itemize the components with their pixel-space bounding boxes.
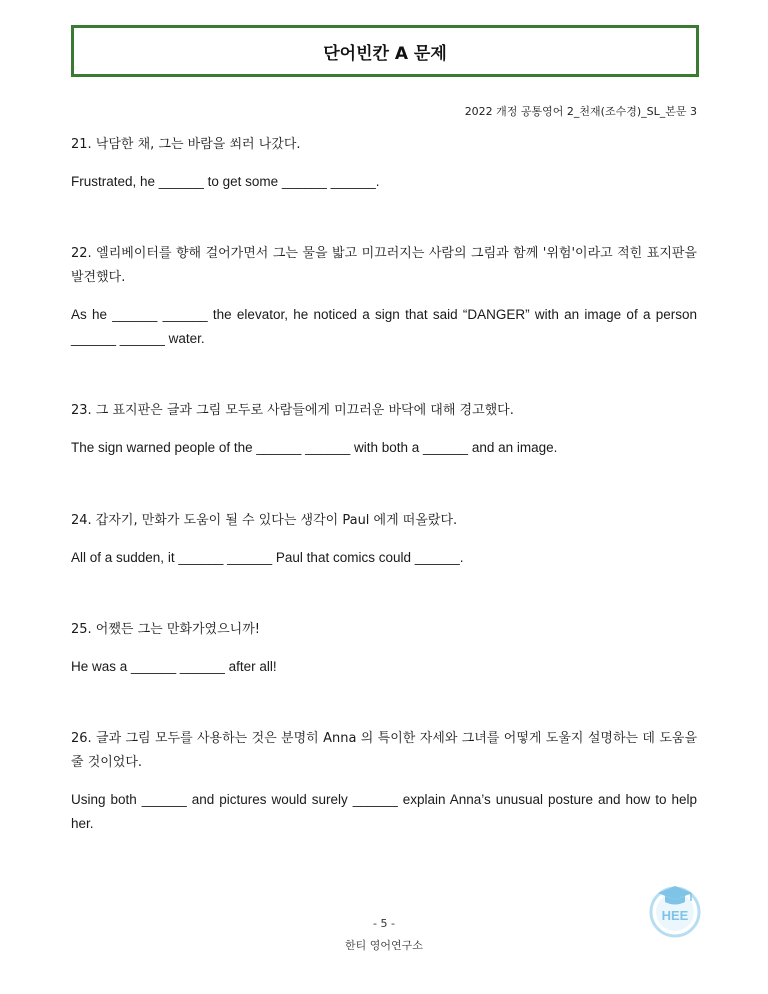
title-box bbox=[71, 25, 699, 77]
page-number: - 5 - bbox=[373, 917, 395, 930]
question-korean: 26. 글과 그림 모두를 사용하는 것은 분명히 Anna 의 특이한 자세와 그녀를 어떻게 도울지 설명하는 데 도움을 줄 것이었다. bbox=[71, 731, 697, 770]
question-22 bbox=[71, 242, 697, 351]
hee-logo bbox=[642, 876, 708, 942]
question-23 bbox=[71, 399, 697, 460]
question-korean: 23. 그 표지판은 글과 그림 모두로 사람들에게 미끄러운 바닥에 대해 경고했다. bbox=[71, 403, 514, 418]
organization-name: 한티 영어연구소 bbox=[345, 939, 423, 952]
question-26 bbox=[71, 727, 697, 836]
question-english: All of a sudden, it ______ ______ Paul that comics could ______. bbox=[71, 550, 464, 565]
question-english: As he ______ ______ the elevator, he noticed a sign that said “DANGER” with an image of a person ______ ______ water. bbox=[71, 307, 697, 346]
question-25 bbox=[71, 618, 697, 679]
question-korean: 21. 낙담한 채, 그는 바람을 쐬러 나갔다. bbox=[71, 137, 301, 152]
question-english: Using both ______ and pictures would surely ______ explain Anna’s unusual posture and how to help her. bbox=[71, 792, 697, 831]
logo-text: HEE bbox=[661, 908, 689, 923]
question-english: Frustrated, he ______ to get some ______ ______. bbox=[71, 174, 380, 189]
source-label: 2022 개정 공통영어 2_천재(조수경)_SL_본문 3 bbox=[464, 105, 697, 118]
question-24 bbox=[71, 509, 697, 570]
question-korean: 22. 엘리베이터를 향해 걸어가면서 그는 물을 밟고 미끄러지는 사람의 그림과 함께 '위험'이라고 적힌 표지판을 발견했다. bbox=[71, 246, 697, 285]
question-english: He was a ______ ______ after all! bbox=[71, 659, 277, 674]
page-title: 단어빈칸 A 문제 bbox=[323, 43, 447, 64]
question-21 bbox=[71, 133, 697, 194]
question-korean: 24. 갑자기, 만화가 도움이 될 수 있다는 생각이 Paul 에게 떠올랐다. bbox=[71, 513, 458, 528]
question-english: The sign warned people of the ______ ______ with both a ______ and an image. bbox=[71, 440, 558, 455]
question-korean: 25. 어쨌든 그는 만화가였으니까! bbox=[71, 622, 260, 637]
